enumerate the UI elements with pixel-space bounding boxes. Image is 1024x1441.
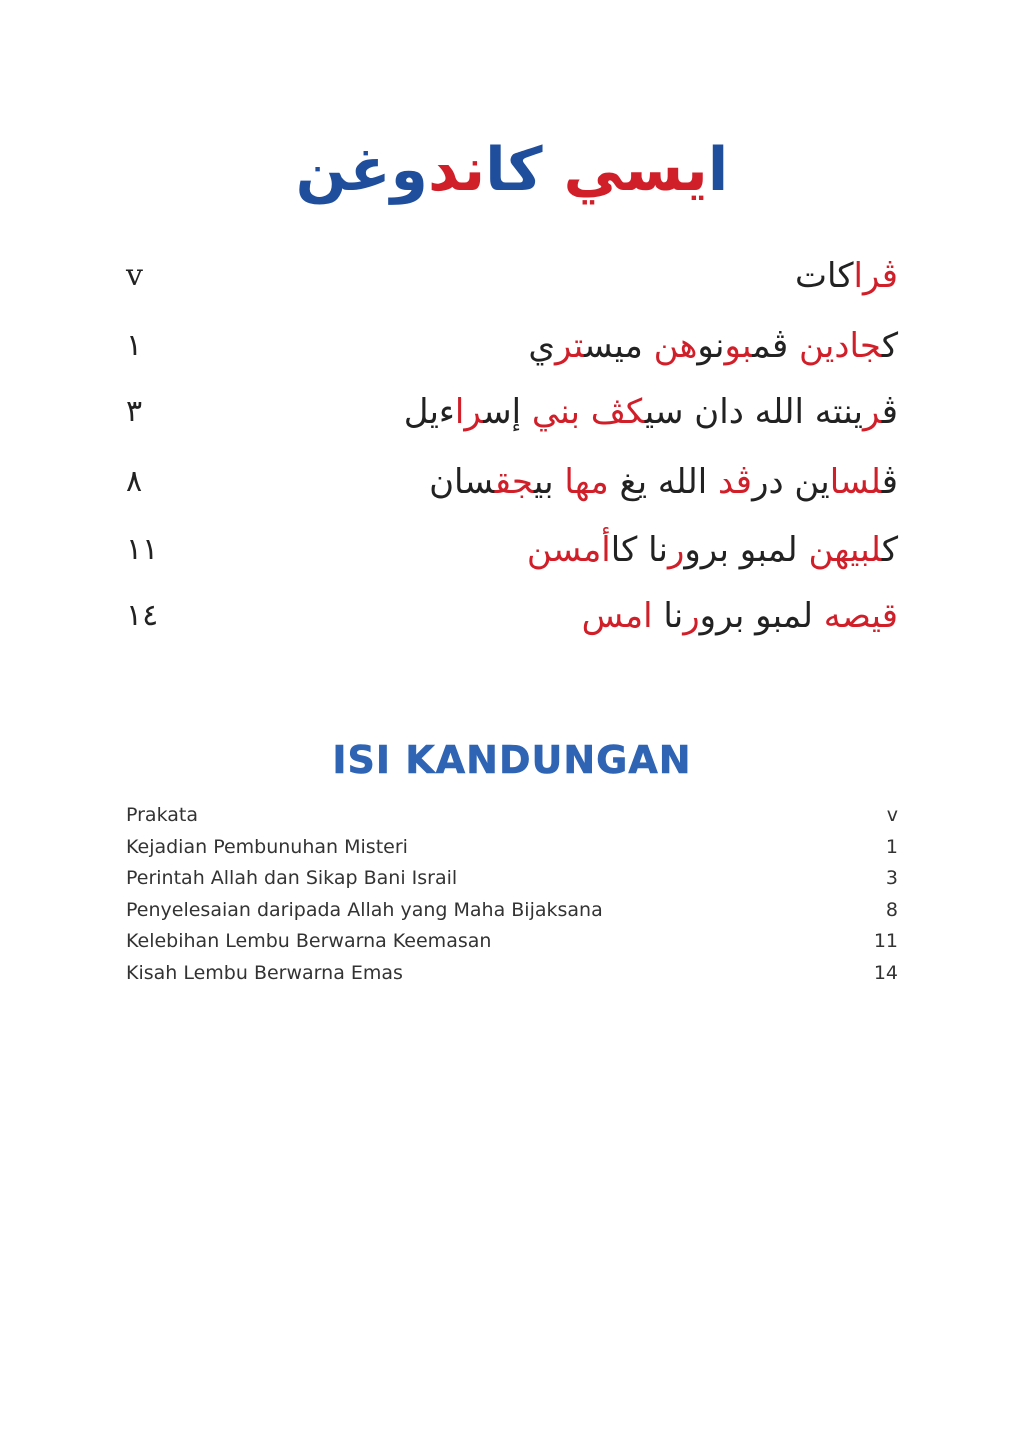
jawi-title-segment: ر xyxy=(667,530,685,570)
jawi-toc-page-number: ٣ xyxy=(126,394,143,429)
title-segment: ا xyxy=(707,135,729,205)
jawi-title-segment: امس xyxy=(581,596,653,636)
title-segment: وغن xyxy=(295,135,428,205)
title-segment: كا xyxy=(485,135,564,205)
rumi-toc-row[interactable] xyxy=(126,895,898,927)
jawi-title-segment: ڤرا xyxy=(853,256,898,296)
jawi-title-segment: ين در xyxy=(752,462,830,502)
jawi-toc-title xyxy=(527,520,898,580)
jawi-toc-page-number: ١٤ xyxy=(126,598,159,633)
rumi-toc-title: Perintah Allah dan Sikap Bani Israil xyxy=(126,867,458,890)
jawi-title-segment: لسا xyxy=(829,462,882,502)
jawi-title-segment: ڤد xyxy=(717,462,753,502)
jawi-title-segment: ميس xyxy=(583,326,643,366)
jawi-toc-title xyxy=(795,246,898,306)
rumi-toc-title: Kelebihan Lembu Berwarna Keemasan xyxy=(126,930,492,953)
jawi-page-title xyxy=(0,128,1024,212)
jawi-toc-title xyxy=(528,316,898,376)
rumi-page-title: ISI KANDUNGAN xyxy=(332,738,692,782)
rumi-toc-page-number: 8 xyxy=(885,898,898,921)
rumi-toc-page-number: v xyxy=(886,804,898,826)
jawi-title-segment: كات xyxy=(794,256,854,296)
title-segment: يسي xyxy=(563,135,708,205)
jawi-toc-row[interactable] xyxy=(126,520,898,580)
jawi-title-segment: جق xyxy=(494,462,534,502)
jawi-toc-row[interactable] xyxy=(126,246,898,306)
jawi-toc-page-number: ١ xyxy=(126,328,143,363)
jawi-title-segment: لمبو برو xyxy=(684,530,809,570)
jawi-title-segment: ڤم xyxy=(752,326,789,366)
jawi-title-segment: تر xyxy=(554,326,584,366)
rumi-toc-page-number: 3 xyxy=(885,867,898,890)
rumi-toc-title: Kisah Lembu Berwarna Emas xyxy=(126,961,403,984)
rumi-toc-row[interactable] xyxy=(126,863,898,895)
jawi-toc-page-number: ١١ xyxy=(126,532,159,567)
jawi-title-segment: ك xyxy=(881,326,898,366)
jawi-toc-row[interactable] xyxy=(126,452,898,512)
jawi-title-segment: لبيهن xyxy=(808,530,882,570)
jawi-title-segment: بو xyxy=(724,326,753,366)
jawi-title-segment: جا xyxy=(849,326,882,366)
jawi-toc-row[interactable] xyxy=(126,382,898,442)
jawi-title-segment: دين xyxy=(788,326,850,366)
jawi-title-segment: ڤ xyxy=(881,392,898,432)
jawi-title-segment: لمبو برو xyxy=(699,596,824,636)
jawi-title-segment: هن xyxy=(642,326,698,366)
jawi-title-segment: كڤ xyxy=(590,392,645,432)
jawi-toc-title xyxy=(404,382,898,442)
rumi-toc-title: Penyelesaian daripada Allah yang Maha Bijaksana xyxy=(126,898,603,921)
rumi-toc-title: Prakata xyxy=(126,804,198,826)
jawi-title-segment: ڤ xyxy=(881,462,898,502)
jawi-title-segment: مها xyxy=(564,462,609,502)
jawi-toc-row[interactable] xyxy=(126,316,898,376)
jawi-title-segment: إس xyxy=(483,392,532,432)
title-segment: ند xyxy=(427,135,486,205)
jawi-title-segment: ك xyxy=(881,530,898,570)
jawi-title-segment: ر xyxy=(683,596,700,636)
rumi-toc-row[interactable] xyxy=(126,926,898,958)
jawi-title-segment: نا كا xyxy=(610,530,668,570)
rumi-toc-title: Kejadian Pembunuhan Misteri xyxy=(126,835,408,858)
jawi-toc-page-number: v xyxy=(126,258,143,293)
jawi-title-segment: ي xyxy=(528,326,555,366)
rumi-toc-row[interactable] xyxy=(126,958,898,990)
jawi-title-segment: بي xyxy=(533,462,565,502)
rumi-toc-row[interactable] xyxy=(126,832,898,864)
jawi-title-segment: قيصه xyxy=(823,596,898,636)
jawi-toc-title xyxy=(429,452,898,512)
jawi-title-segment: نو xyxy=(697,326,725,366)
jawi-title-segment: ينته الله دان سي xyxy=(644,392,863,432)
jawi-title-segment: الله يغ xyxy=(608,462,718,502)
rumi-toc-page-number: 14 xyxy=(873,961,898,984)
jawi-toc-row[interactable] xyxy=(126,586,898,646)
rumi-toc-page-number: 11 xyxy=(873,930,898,953)
jawi-title-segment: أمسن xyxy=(526,530,611,570)
jawi-title-segment: ءيل xyxy=(403,392,455,432)
rumi-toc xyxy=(126,800,898,990)
jawi-toc-page-number: ٨ xyxy=(126,464,143,499)
rumi-toc-page-number: 1 xyxy=(885,835,898,858)
jawi-title-segment: ر xyxy=(862,392,882,432)
jawi-title-segment: نا xyxy=(652,596,684,636)
jawi-toc-title xyxy=(582,586,898,646)
jawi-title-segment: سان xyxy=(429,462,495,502)
rumi-toc-row[interactable] xyxy=(126,800,898,832)
jawi-title-segment: را xyxy=(454,392,484,432)
jawi-title-segment xyxy=(580,392,591,432)
jawi-title-segment: بني xyxy=(531,392,580,432)
